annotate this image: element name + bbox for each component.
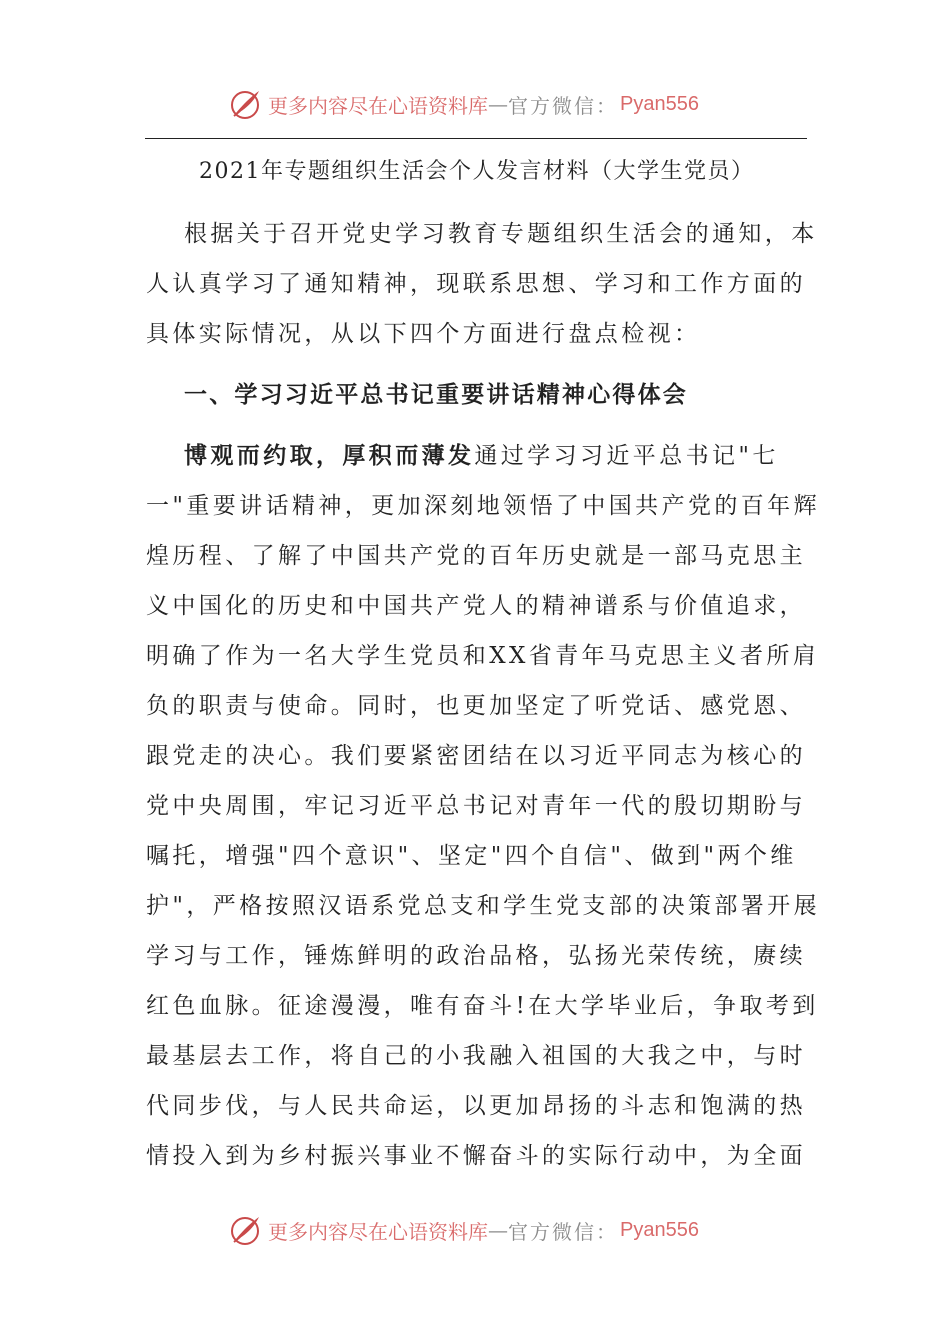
section-line: 义中国化的历史和中国共产党人的精神谱系与价值追求， <box>146 593 806 619</box>
watermark-wechat-label: 官方微信： <box>508 1219 618 1244</box>
watermark-wechat-label: 官方微信： <box>508 93 618 118</box>
section-paragraph-first-line <box>146 438 806 474</box>
section-line: 最基层去工作，将自己的小我融入祖国的大我之中，与时 <box>146 1043 806 1069</box>
header-divider <box>145 138 807 139</box>
section-line: 党中央周围，牢记习近平总书记对青年一代的殷切期盼与 <box>146 793 806 819</box>
section-line: 煌历程、了解了中国共产党的百年历史就是一部马克思主 <box>146 543 806 569</box>
section-line: 跟党走的决心。我们要紧密团结在以习近平同志为核心的 <box>146 743 806 769</box>
section-lead-bold: 博观而约取，厚积而薄发 <box>184 443 475 469</box>
section-lead-text: 通过学习习近平总书记"七 <box>474 443 779 469</box>
intro-line: 人认真学习了通知精神，现联系思想、学习和工作方面的 <box>146 271 806 297</box>
section-line: 代同步伐，与人民共命运，以更加昂扬的斗志和饱满的热 <box>146 1093 806 1119</box>
watermark-separator: — <box>488 92 508 116</box>
document-title: 2021年专题组织生活会个人发言材料（大学生党员） <box>199 159 755 184</box>
watermark-text: 更多内容尽在心语资料库 <box>268 93 488 118</box>
watermark-separator: — <box>488 1218 508 1242</box>
section-line: 明确了作为一名大学生党员和XX省青年马克思主义者所肩 <box>146 643 820 669</box>
intro-line: 根据关于召开党史学习教育专题组织生活会的通知，本 <box>184 221 818 247</box>
header-watermark <box>228 84 699 124</box>
quill-logo-icon <box>228 86 264 122</box>
intro-line: 具体实际情况，从以下四个方面进行盘点检视： <box>146 321 701 347</box>
section-line: 一"重要讲话精神，更加深刻地领悟了中国共产党的百年辉 <box>146 493 820 519</box>
watermark-wechat-id: Pyan556 <box>620 92 699 115</box>
section-line: 情投入到为乡村振兴事业不懈奋斗的实际行动中，为全面 <box>146 1143 806 1169</box>
section-line: 红色血脉。征途漫漫，唯有奋斗!在大学毕业后，争取考到 <box>146 993 819 1019</box>
section-heading: 一、学习习近平总书记重要讲话精神心得体会 <box>184 382 688 408</box>
watermark-text: 更多内容尽在心语资料库 <box>268 1219 488 1244</box>
quill-logo-icon <box>228 1212 264 1248</box>
section-line: 护"，严格按照汉语系党总支和学生党支部的决策部署开展 <box>146 893 820 919</box>
section-line: 负的职责与使命。同时，也更加坚定了听党话、感党恩、 <box>146 693 806 719</box>
watermark-wechat-id: Pyan556 <box>620 1218 699 1241</box>
section-line: 嘱托，增强"四个意识"、坚定"四个自信"、做到"两个维 <box>146 843 797 869</box>
footer-watermark <box>228 1210 699 1250</box>
section-line: 学习与工作，锤炼鲜明的政治品格，弘扬光荣传统，赓续 <box>146 943 806 969</box>
